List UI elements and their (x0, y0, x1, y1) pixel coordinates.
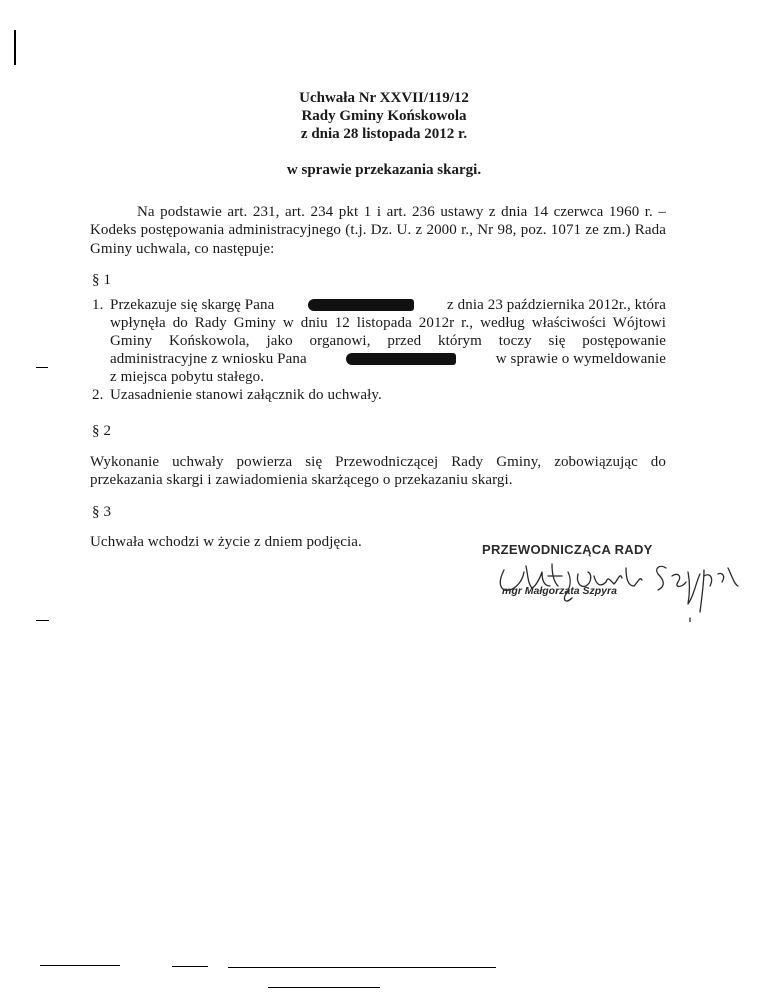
item-line: administracyjne z wniosku Pana w sprawie o wymeldowanie (110, 351, 666, 367)
handwritten-signature (482, 542, 742, 622)
margin-mark (36, 620, 49, 621)
chairperson-stamp (482, 542, 742, 622)
section-2-title: § 2 (92, 423, 112, 439)
item-line: wpłynęła do Rady Gminy w dniu 12 listopada 2012r r., według właściwości Wójtowi (110, 315, 666, 331)
resolution-subject: w sprawie przekazania skargi. (286, 162, 482, 178)
item-line: Przekazuje się skargę Pana z dnia 23 października 2012r., która (110, 297, 666, 313)
list-number: 2. (92, 387, 104, 403)
margin-mark (14, 30, 16, 65)
item-line: Uzasadnienie stanowi załącznik do uchwały. (110, 387, 382, 403)
stamp-name: mgr Małgorzata Szpyra (502, 585, 617, 597)
scan-line (40, 965, 120, 966)
preamble-line: Na podstawie art. 231, art. 234 pkt 1 i art. 236 ustawy z dnia 14 czerwca 1960 r. – (137, 204, 666, 220)
redacted-name (308, 299, 414, 311)
resolution-number: Uchwała Nr XXVII/119/12 (299, 90, 469, 106)
list-item (92, 296, 666, 386)
list-item (92, 386, 666, 404)
section-1-title: § 1 (92, 272, 112, 288)
section-3-text: Uchwała wchodzi w życie z dniem podjęcia. (90, 534, 362, 550)
council-name: Rady Gminy Końskowola (301, 108, 467, 124)
list-number: 1. (92, 297, 104, 313)
margin-mark (36, 367, 48, 368)
preamble-line: Gminy uchwala, co następuje: (90, 241, 275, 257)
scan-line (172, 966, 208, 967)
section-2-line: przekazania skargi i zawiadomienia skarżącego o przekazaniu skargi. (90, 472, 513, 488)
scan-line (228, 967, 496, 968)
redacted-name (346, 353, 456, 365)
preamble-line: Kodeks postępowania administracyjnego (t.j. Dz. U. z 2000 r., Nr 98, poz. 1071 ze zm.) Rada (90, 222, 666, 238)
section-2-line: Wykonanie uchwały powierza się Przewodniczącej Rady Gminy, zobowiązując do (90, 454, 666, 470)
item-line: z miejsca pobytu stałego. (110, 369, 265, 385)
scan-line (268, 987, 380, 988)
stamp-title: PRZEWODNICZĄCA RADY (482, 542, 653, 557)
section-3-title: § 3 (92, 504, 112, 520)
item-line: Gminy Końskowola, jako organowi, przed którym toczy się postępowanie (110, 333, 666, 349)
resolution-date: z dnia 28 listopada 2012 r. (300, 126, 468, 142)
